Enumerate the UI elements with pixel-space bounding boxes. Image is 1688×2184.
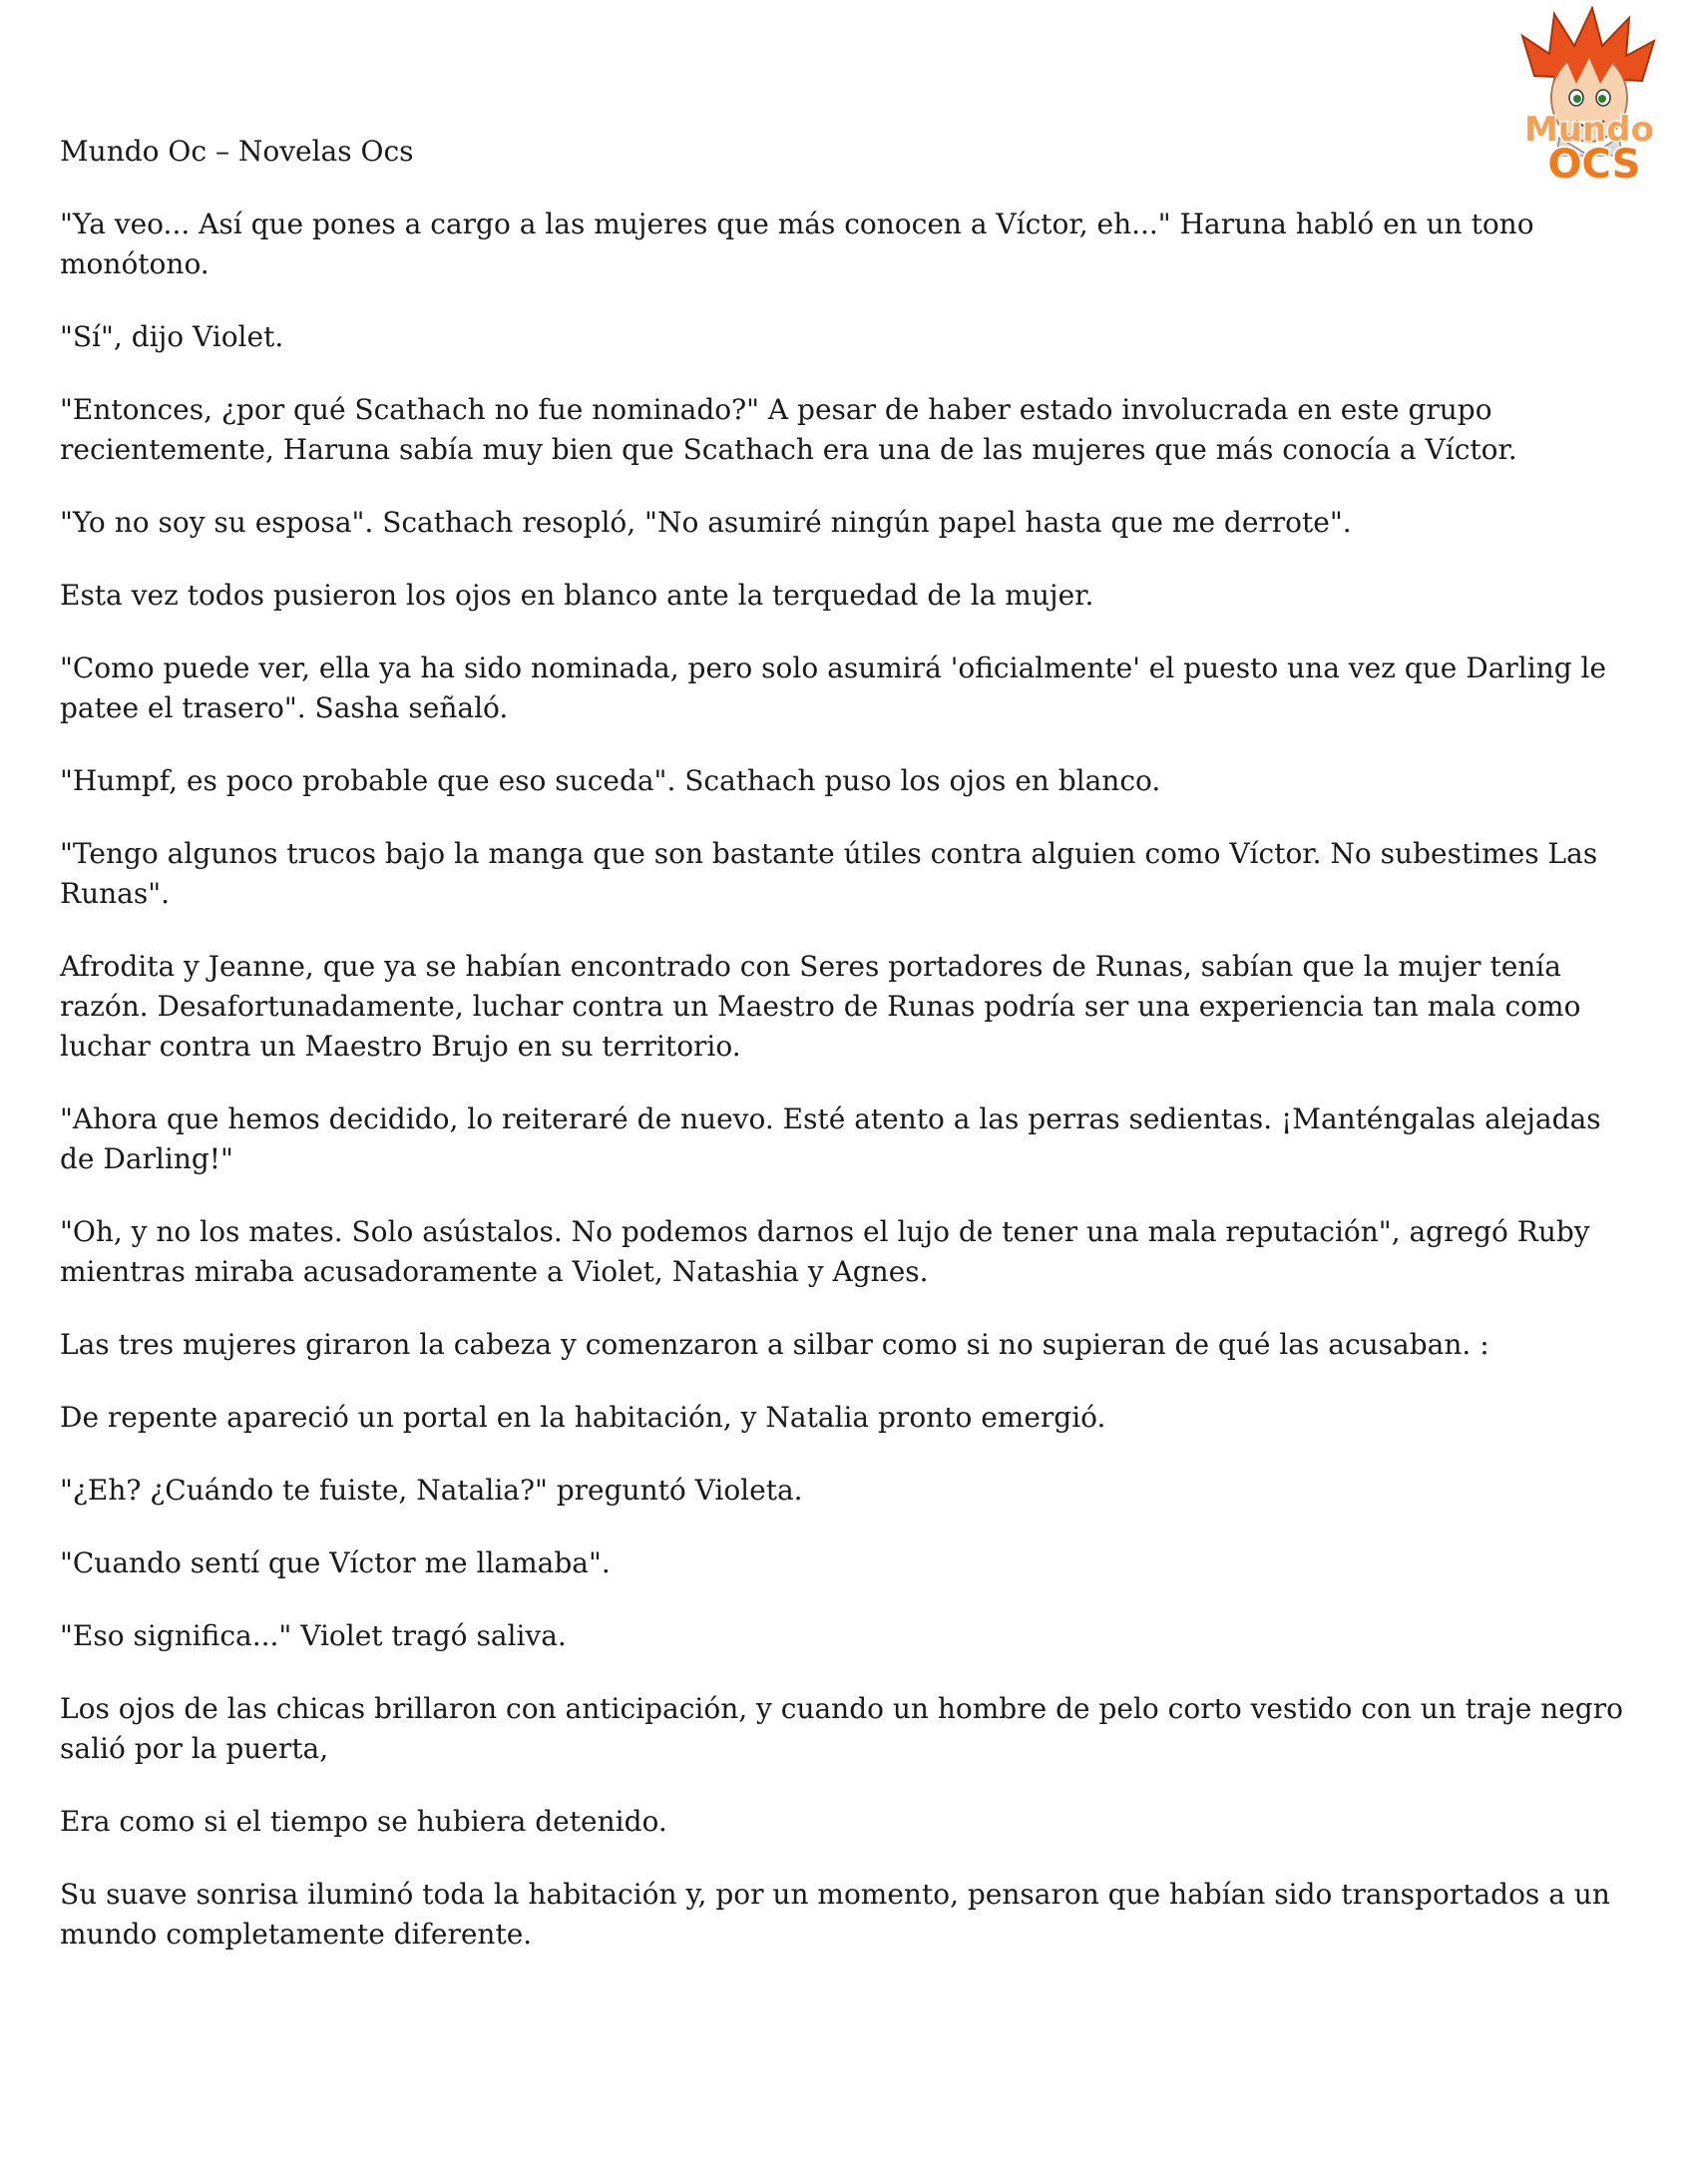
paragraph: "Oh, y no los mates. Solo asústalos. No podemos darnos el lujo de tener una mala reputación", agregó Ruby mientras miraba acusadoramente a Violet, Natashia y Agnes.	[60, 1215, 1590, 1288]
mundo-ocs-logo-graphic	[1504, 6, 1674, 184]
paragraph: "Eso significa..." Violet tragó saliva.	[60, 1619, 567, 1652]
paragraph: Las tres mujeres giraron la cabeza y comenzaron a silbar como si no supieran de qué las acusaban. :	[60, 1328, 1489, 1361]
paragraph: "Humpf, es poco probable que eso suceda". Scathach puso los ojos en blanco.	[60, 764, 1161, 797]
paragraph: "Ya veo... Así que pones a cargo a las mujeres que más conocen a Víctor, eh..." Haruna habló en un tono monótono.	[60, 208, 1534, 280]
document-body	[60, 205, 1636, 1987]
paragraph: "Como puede ver, ella ya ha sido nominada, pero solo asumirá 'oficialmente' el puesto una vez que Darling le patee el trasero". Sasha señaló.	[60, 652, 1607, 724]
paragraph: "Sí", dijo Violet.	[60, 320, 284, 353]
paragraph: Era como si el tiempo se hubiera detenido.	[60, 1805, 667, 1838]
paragraph: "Ahora que hemos decidido, lo reiteraré de nuevo. Esté atento a las perras sedientas. ¡Manténgalas alejadas de Darling!"	[60, 1102, 1601, 1175]
mundo-ocs-logo	[1504, 6, 1674, 184]
paragraph: Afrodita y Jeanne, que ya se habían encontrado con Seres portadores de Runas, sabían que la mujer tenía razón. Desafortunadamente, luchar contra un Maestro de Runas podría ser una experiencia tan mala como luchar contra un Maestro Brujo en su territorio.	[60, 950, 1581, 1063]
paragraph: Su suave sonrisa iluminó toda la habitación y, por un momento, pensaron que habían sido transportados a un mundo completamente diferente.	[60, 1878, 1610, 1951]
paragraph: Esta vez todos pusieron los ojos en blanco ante la terquedad de la mujer.	[60, 579, 1094, 612]
paragraph: "Cuando sentí que Víctor me llamaba".	[60, 1546, 611, 1579]
paragraph: "Yo no soy su esposa". Scathach resopló, "No asumiré ningún papel hasta que me derrote".	[60, 506, 1352, 539]
paragraph: "Entonces, ¿por qué Scathach no fue nominado?" A pesar de haber estado involucrada en este grupo recientemente, Haruna sabía muy bien que Scathach era una de las mujeres que más conocía a Víctor.	[60, 393, 1517, 466]
paragraph: De repente apareció un portal en la habitación, y Natalia pronto emergió.	[60, 1401, 1106, 1434]
paragraph: Los ojos de las chicas brillaron con anticipación, y cuando un hombre de pelo corto vestido con un traje negro salió por la puerta,	[60, 1692, 1623, 1765]
paragraph: "¿Eh? ¿Cuándo te fuiste, Natalia?" preguntó Violeta.	[60, 1474, 803, 1507]
svg-text:Mundo: Mundo	[1524, 110, 1654, 150]
paragraph: "Tengo algunos trucos bajo la manga que son bastante útiles contra alguien como Víctor. No subestimes Las Runas".	[60, 837, 1598, 910]
svg-text:OCS: OCS	[1547, 142, 1641, 184]
page-header: Mundo Oc – Novelas Ocs	[60, 135, 414, 168]
